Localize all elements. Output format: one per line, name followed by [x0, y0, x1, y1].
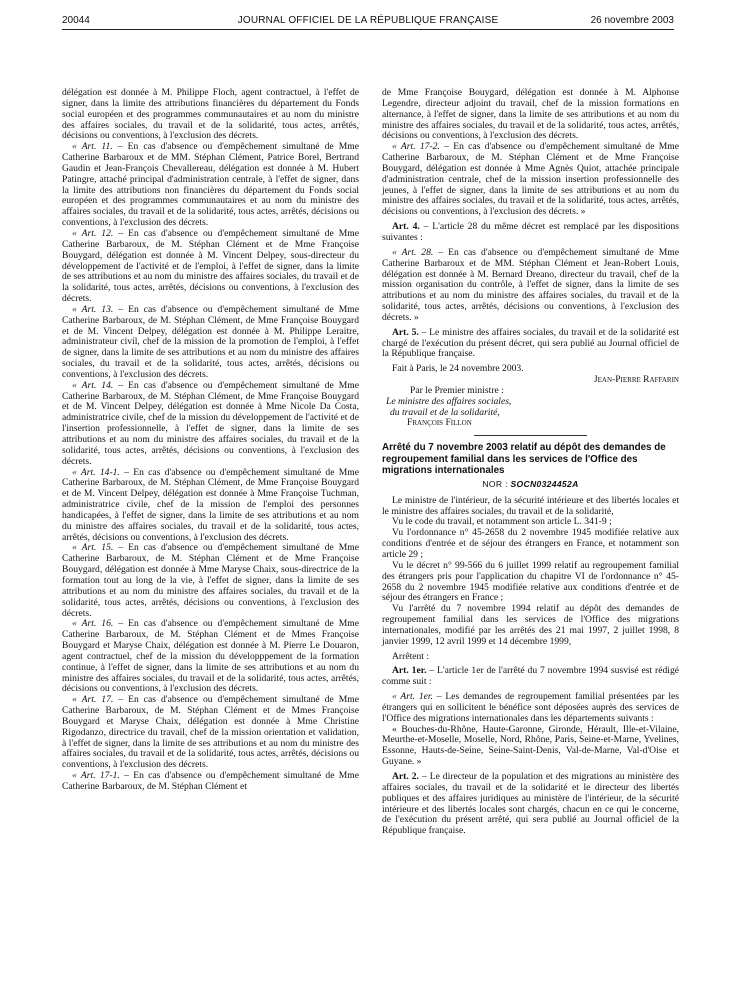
journal-title: JOURNAL OFFICIEL DE LA RÉPUBLIQUE FRANÇAISE: [237, 15, 499, 26]
paragraph: [382, 528, 679, 561]
paragraph: [62, 381, 359, 468]
paragraph-text: – En cas d'absence ou d'empêchement simultané de Mme Catherine Barbaroux et de MM. Stéphan Clément et Jean-Robert Louis, délégation est donnée à M. Bernard Dreano, directeur du travail, chef de la mission organisation du contrôle, à l'effet de signer, dans la limite de ses attributions et au nom du ministre des affaires sociales, du travail et de la solidarité, tous actes, arrêtés, décisions ou conventions, à l'exclusion des décrets. »: [382, 246, 679, 323]
article-number: « Art. 15.: [72, 542, 114, 554]
paragraph: [382, 142, 679, 218]
issue-date: 26 novembre 2003: [590, 15, 674, 26]
paragraph-text: Vu l'ordonnance n° 45-2658 du 2 novembre 1945 modifiée relative aux conditions d'entrée et de séjour des étrangers en France, et notamment son article 29 ;: [382, 527, 679, 560]
minister-title-line-2: du travail et de la solidarité,: [390, 406, 500, 418]
decree-end: [382, 88, 679, 375]
article-number: « Art. 17-2.: [392, 141, 440, 153]
paragraph-text: Vu l'arrêté du 7 novembre 1994 relatif au dépôt des demandes de regroupement familial dans les services de l'Office des migrations internationales, modifié par les arrêtés des 21 mai 1997, 2 juillet 1998, 8 janvier 1999, 12 avril 1999 et 14 décembre 1999,: [382, 603, 679, 647]
article-number: « Art. 12.: [72, 227, 114, 239]
paragraph-text: – En cas d'absence ou d'empêchement simultané de Mme Catherine Barbaroux, de M. Stéphan Clément et de Mme Françoise Bouygard, délégation est donnée à Mme Agnès Quiot, attachée principale d'administration centrale, chef de la mission insertion professionnelle des jeunes, à l'effet de signer, dans la limite de ses attributions et au nom du ministre des affaires sociales, du travail et de la solidarité, tous actes, arrêtés, décisions ou conventions, à l'exclusion des décrets. »: [382, 141, 679, 218]
paragraph-text: – En cas d'absence ou d'empêchement simultané de Mme Catherine Barbaroux et de MM. Stéphan Clément, Patrice Borel, Bertrand Gaudin et Jean-François Chevallereau, délégation est donnée à M. Hubert Patingre, attaché principal d'administration centrale, à l'effet de signer, dans la limite des attributions non financières du département du Fonds social européen et des programmes communautaires et au nom du ministre des affaires sociales, du travail et de la solidarité, tous actes, arrêtés, décisions ou conventions, à l'exclusion des décrets.: [62, 141, 359, 229]
paragraph: [62, 619, 359, 695]
by-prime-minister: Par le Premier ministre :: [410, 384, 504, 396]
paragraph: [382, 725, 679, 768]
paragraph: [62, 771, 359, 793]
article-number: « Art. 14-1.: [72, 466, 120, 478]
nor-label: NOR :: [482, 478, 508, 489]
paragraph: [62, 142, 359, 229]
article-number: « Art. 14.: [72, 379, 114, 391]
paragraph: [382, 248, 679, 324]
paragraph-text: – En cas d'absence ou d'empêchement simultané de Mme Catherine Barbaroux, de M. Stéphan Clément et de Mme Françoise Bouygard, délégation est donnée à M. Vincent Delpey, sous-directeur du développement de l'activité et de l'emploi, à l'effet de signer, dans la limite de ses attributions et au nom du ministre des affaires sociales, du travail et de la solidarité, tous actes, arrêtés, décisions ou conventions, à l'exclusion des décrets.: [62, 227, 359, 305]
signature-prime-minister: Jean-Pierre Raffarin: [593, 374, 679, 386]
paragraph: [382, 561, 679, 604]
paragraph-text: Fait à Paris, le 24 novembre 2003.: [392, 363, 524, 375]
paragraph: [62, 88, 359, 142]
paragraph-text: – En cas d'absence ou d'empêchement simultané de Mme Catherine Barbaroux, de M. Stéphan Clément, de Mme Françoise Bouygard et de M. Vincent Delpey, délégation est donnée à M. Philippe Leraitre, administrateur civil, chef de la mission de la promotion de l'emploi, à l'effet de signer, dans la limite de ses attributions et au nom du ministre des affaires sociales, du travail et de la solidarité, tous actes, arrêtés, décisions ou conventions, à l'exclusion des décrets.: [62, 303, 359, 380]
paragraph-text: – L'article 1er de l'arrêté du 7 novembre 1994 susvisé est rédigé comme suit :: [382, 665, 679, 688]
left-column: [62, 88, 359, 793]
paragraph-text: « Bouches-du-Rhône, Haute-Garonne, Gironde, Hérault, Ille-et-Vilaine, Meurthe-et-Moselle, Moselle, Nord, Rhône, Paris, Seine-et-Marne, Yvelines, Essonne, Hauts-de-Seine, Seine-Saint-Denis, Val-de-Marne, Val-d'Oise et Guyane. »: [382, 723, 679, 768]
paragraph: [62, 305, 359, 381]
paragraph: [382, 222, 679, 244]
nor-code: SOCN0324452A: [510, 478, 579, 489]
article-label: Art. 1er.: [392, 665, 427, 677]
paragraph: [382, 88, 679, 142]
paragraph-text: – Le ministre des affaires sociales, du travail et de la solidarité est chargé de l'exécution du présent décret, qui sera publié au Journal officiel de la République française.: [382, 326, 679, 360]
article-number: « Art. 1er.: [392, 691, 433, 703]
article-label: Art. 2.: [392, 771, 419, 783]
paragraph-text: – Le directeur de la population et des migrations au ministère des affaires sociales, du travail et de la solidarité et le directeur des libertés publiques et des affaires juridiques au ministère de l'intérieur, de la sécurité intérieure et des libertés locales sont chargés, chacun en ce qui le concerne, de l'exécution du présent arrêté, qui sera publié au Journal officiel de la République française.: [382, 771, 679, 837]
paragraph-text: de Mme Françoise Bouygard, délégation est donnée à M. Alphonse Legendre, directeur adjoint du travail, chef de la mission formations en alternance, à l'effet de signer, dans la limite de ses attributions et au nom du ministre des affaires sociales, du travail et de la solidarité, tous actes, arrêtés, décisions ou conventions, à l'exclusion des décrets.: [382, 87, 679, 142]
article-number: « Art. 16.: [72, 618, 114, 630]
minister-title-line-1: Le ministre des affaires sociales,: [386, 395, 512, 407]
paragraph-text: – L'article 28 du même décret est remplacé par les dispositions suivantes :: [382, 221, 679, 243]
paragraph-text: – En cas d'absence ou d'empêchement simultané de Mme Catherine Barbaroux, de M. Stéphan Clément, de Mme Françoise Bouygard et de M. Vincent Delpey, délégation est donnée à Mme Françoise Tuchman, administratrice civile, chef de la mission de l'emploi des personnes handicapées, à l'effet de signer, dans la limite de ses attributions et au nom du ministre des affaires sociales, du travail et de la solidarité, tous actes, arrêtés, décisions ou conventions, à l'exclusion des décrets.: [62, 466, 359, 543]
paragraph: [62, 229, 359, 305]
paragraph-text: – En cas d'absence ou d'empêchement simultané de Mme Catherine Barbaroux, de M. Stéphan Clément et de Mmes Françoise Bouygard et Maryse Chaix, délégation est donnée à Mme Christine Rigodanzo, directrice du travail, chef de la mission orientation et validation, à l'effet de signer, dans la limite de ses attributions et au nom du ministre des affaires sociales, du travail et de la solidarité, tous actes, arrêtés, décisions ou conventions, à l'exclusion des décrets.: [62, 694, 359, 771]
article-number: « Art. 28.: [392, 246, 434, 258]
nor-reference: [382, 479, 679, 490]
paragraph-text: Vu le décret n° 99-566 du 6 juillet 1999 relatif au regroupement familial des étrangers pris pour l'application du chapitre VI de l'ordonnance n° 45-2658 du 2 novembre 1945 modifiée relative aux conditions d'entrée et de séjour des étrangers en France ;: [382, 559, 679, 604]
paragraph: [382, 666, 679, 688]
paragraph: [62, 468, 359, 544]
section-divider: [474, 435, 587, 436]
paragraph-text: – En cas d'absence ou d'empêchement simultané de Mme Catherine Barbaroux, de M. Stéphan Clément et de Mme Françoise Bouygard, délégation est donnée à Mme Maryse Chaix, sous-directrice de la formation tout au long de la vie, à l'effet de signer, dans la limite de ses attributions et au nom du ministre des affaires sociales, du travail et de la solidarité, tous actes, arrêtés, décisions ou conventions, à l'exclusion des décrets.: [62, 542, 359, 619]
paragraph: [62, 543, 359, 619]
paragraph: [382, 692, 679, 725]
paragraph-text: – En cas d'absence ou d'empêchement simultané de Mme Catherine Barbaroux, de M. Stéphan Clément, de Mme Françoise Bouygard et de M. Vincent Delpey, délégation est donnée à Mme Nicole Da Costa, administratrice civile, chef de la mission du développement de l'activité et de l'insertion professionnelle, à l'effet de signer, dans la limite de ses attributions et au nom du ministre des affaires sociales, du travail et de la solidarité, tous actes, arrêtés, décisions ou conventions, à l'exclusion des décrets.: [62, 379, 359, 467]
page-number: 20044: [62, 15, 90, 26]
paragraph-text: – En cas d'absence ou d'empêchement simultané de Mme Catherine Barbaroux, de M. Stéphan Clément et: [62, 770, 359, 792]
article-label: Art. 5.: [392, 326, 419, 338]
paragraph-text: – En cas d'absence ou d'empêchement simultané de Mme Catherine Barbaroux, de M. Stéphan Clément et de Mmes Françoise Bouygard et Maryse Chaix, délégation est donnée à M. Pierre Le Douaron, agent contractuel, chef de la mission du développpement de la formation continue, à l'effet de signer, dans la limite de ses attributions et au nom du ministre des affaires sociales, du travail et de la solidarité, tous actes, arrêtés, décisions ou conventions, à l'exclusion des décrets.: [62, 618, 359, 695]
arrete-body: [382, 496, 679, 837]
article-number: « Art. 11.: [72, 141, 113, 153]
paragraph: [382, 604, 679, 647]
article-number: « Art. 17-1.: [72, 770, 120, 782]
right-column: [382, 88, 679, 837]
paragraph: [382, 496, 679, 518]
paragraph-text: Arrêtent :: [392, 650, 430, 662]
arrete-title: Arrêté du 7 novembre 2003 relatif au dépôt des demandes de regroupement familial dans les services de l'Office des migrations internationales: [382, 442, 666, 476]
paragraph: [62, 695, 359, 771]
article-number: « Art. 13.: [72, 303, 114, 315]
paragraph-text: Vu le code du travail, et notamment son article L. 341-9 ;: [392, 516, 612, 528]
paragraph-text: – Les demandes de regroupement familial présentées par les étrangers qui en sollicitent le bénéfice sont déposées auprès des services de l'Office des migrations internationales dans les départements suivants :: [382, 691, 680, 724]
header-rule: [62, 29, 674, 30]
paragraph: [382, 328, 679, 361]
paragraph-text: délégation est donnée à M. Philippe Floch, agent contractuel, à l'effet de signer, dans la limite des attributions financières du département du Fonds social européen et des programmes communautaires et au nom du ministre des affaires sociales, du travail et de la solidarité, tous actes, arrêtés, décisions ou conventions, à l'exclusion des décrets.: [62, 87, 359, 142]
paragraph: [382, 652, 679, 663]
page-header: [62, 13, 674, 29]
minister-signature: François Fillon: [407, 417, 472, 429]
paragraph: [382, 772, 679, 837]
article-label: Art. 4.: [392, 221, 420, 233]
paragraph-text: Le ministre de l'intérieur, de la sécurité intérieure et des libertés locales et le ministre des affaires sociales, du travail et de la solidarité,: [382, 494, 679, 517]
article-number: « Art. 17.: [72, 694, 114, 706]
